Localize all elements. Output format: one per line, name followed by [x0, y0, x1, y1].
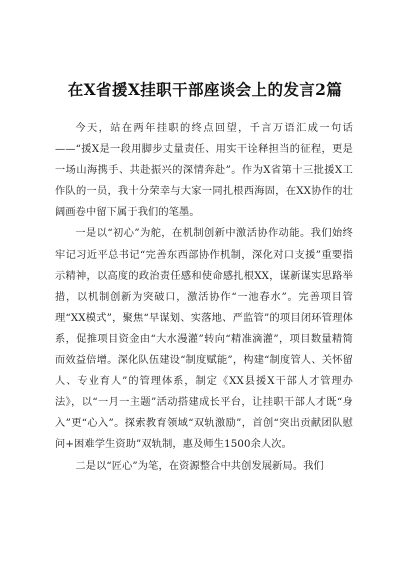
document-body: [55, 118, 353, 477]
paragraph-point-two: 二是以“匠心”为笔，在资源整合中共创发展新局。我们: [75, 460, 324, 472]
document-title: 在X省援X挂职干部座谈会上的发言2篇: [67, 80, 343, 99]
paragraph-point-one: 一是以“初心”为舵，在机制创新中激活协作动能。我们始终牢记习近平总书记“完善东西部协作机制，深化对口支援”重要指示精神，以高度的政治责任感和使命感扎根XX，谋新谋实思路举措，以机制创新为突破口，激活协作“一池春水”。完善项目管理“XX模式”，聚焦“早谋划、实落地、严监管”的项目闭环管理体系，促推项目资金由“大水漫灌”转向“精准滴灌”，项目数量精简而效益倍增。深化队伍建设“制度赋能”，构建“制度管人、关怀留人、专业育人”的管理体系，制定《XX县援X干部人才管理办法》，以“一月一主题”活动搭建成长平台，让挂职干部人才既“身入”更“心入”。探索教育领域“双轨激励”，首创“突出贡献团队慰问+困难学生资助”双轨制，惠及师生1500余人次。: [55, 228, 353, 451]
paragraph-intro: 今天，站在两年挂职的终点回望，千言万语汇成一句话——“援X是一段用脚步丈量责任、用实干诠释担当的征程，更是一场山海携手、共赴振兴的深情奔赴”。作为X省第十三批援X工作队的一员，我十分荣幸与大家一同扎根西海固，在XX协作的壮阔画卷中留下属于我们的笔墨。: [55, 123, 353, 219]
